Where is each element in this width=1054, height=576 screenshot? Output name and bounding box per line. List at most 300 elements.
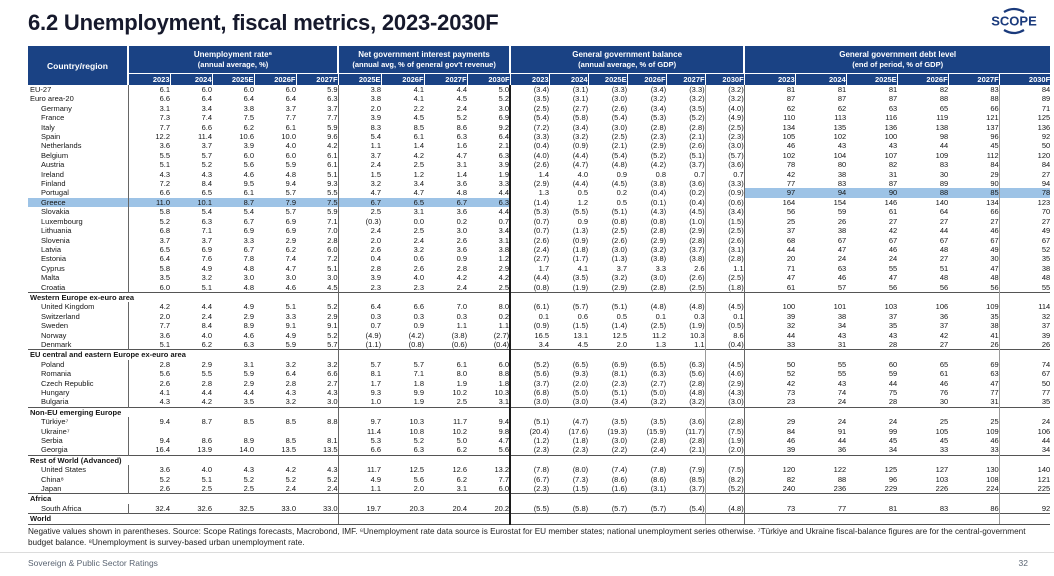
value-cell: 1.3: [655, 339, 667, 349]
year-header: 2025E: [212, 73, 254, 85]
empty-cell: [627, 455, 666, 465]
value-cell: (1.0): [689, 216, 705, 226]
row-label: United States: [41, 465, 87, 475]
value-cell: 86: [948, 504, 999, 514]
empty-cell: [795, 407, 846, 417]
value-cell: 0.9: [456, 254, 468, 264]
section-label: EU central and eastern Europe ex-euro area: [28, 350, 338, 360]
value-cell: 9.1: [285, 321, 296, 331]
value-cell: 67: [990, 235, 999, 245]
empty-cell: [948, 494, 999, 504]
year-header: 2027F: [296, 73, 338, 85]
value-cell: 2.6: [456, 235, 468, 245]
value-cell: (0.4): [510, 141, 549, 150]
value-cell: (2.8): [689, 436, 705, 446]
value-cell: 1.3: [510, 188, 549, 197]
value-cell: 2.9: [243, 311, 254, 321]
value-cell: 6.1: [327, 150, 338, 160]
value-cell: (5.1): [689, 150, 705, 160]
value-cell: 6.7: [243, 244, 254, 254]
value-cell: 9.6: [327, 132, 338, 142]
value-cell: (1.1): [338, 340, 381, 350]
value-cell: 46: [990, 436, 999, 446]
value-cell: 5.2: [285, 474, 296, 484]
value-cell: 8.8: [327, 417, 338, 427]
value-cell: 10.6: [239, 132, 254, 142]
row-label: Norway: [41, 330, 67, 340]
value-cell: 6.4: [201, 94, 212, 104]
value-cell: (4.0): [705, 104, 744, 113]
value-cell: 5.2: [498, 94, 510, 104]
value-cell: (1.6): [611, 484, 628, 494]
value-cell: 2.1: [498, 141, 510, 151]
value-cell: 121: [986, 113, 999, 123]
empty-cell: [795, 494, 846, 504]
value-cell: 4.3: [243, 465, 254, 475]
value-cell: (6.1): [510, 302, 549, 311]
value-cell: 51: [939, 263, 949, 273]
value-cell: 6.9: [243, 226, 254, 236]
value-cell: (0.6): [705, 198, 744, 207]
value-cell: 92: [999, 132, 1050, 141]
value-cell: 123: [999, 198, 1050, 207]
value-cell: 6.2: [243, 122, 254, 132]
value-cell: 48: [939, 273, 949, 283]
value-cell: 10.1: [170, 198, 212, 207]
value-cell: (2.8): [650, 436, 667, 446]
value-cell: 6.1: [285, 122, 296, 132]
value-cell: (7.5): [705, 427, 744, 436]
empty-cell: [338, 407, 381, 417]
value-cell: 3.6: [128, 465, 170, 474]
scope-logo-icon: [986, 5, 1042, 37]
value-cell: 3.2: [327, 359, 338, 369]
value-cell: 37: [888, 311, 898, 321]
value-cell: 4.2: [456, 273, 468, 283]
value-cell: 55: [999, 283, 1050, 293]
value-cell: 35: [990, 311, 999, 321]
value-cell: (1.3): [611, 254, 628, 264]
row-label: Ireland: [41, 169, 64, 179]
value-cell: 3.7: [616, 263, 628, 273]
value-cell: 6.4: [338, 302, 381, 311]
empty-cell: [588, 455, 627, 465]
value-cell: 0.3: [338, 312, 381, 321]
value-cell: (4.9): [705, 113, 744, 122]
value-cell: 5.9: [285, 339, 296, 349]
value-cell: 27: [939, 216, 949, 226]
empty-cell: [381, 292, 424, 302]
empty-cell: [705, 455, 744, 465]
value-cell: 82: [939, 85, 949, 94]
section-label: Western Europe ex-euro area: [28, 292, 338, 302]
value-cell: (5.6): [510, 369, 549, 378]
value-cell: 2.5: [201, 484, 212, 494]
value-cell: 112: [986, 150, 999, 160]
value-cell: (0.8): [611, 216, 628, 226]
value-cell: (3.2): [611, 273, 628, 283]
value-cell: 43: [837, 378, 847, 388]
value-cell: 3.0: [498, 103, 510, 113]
table-row: [28, 151, 1050, 160]
value-cell: 240: [744, 484, 795, 494]
value-cell: 16.5: [510, 331, 549, 340]
value-cell: (3.0): [705, 141, 744, 150]
empty-cell: [381, 455, 424, 465]
value-cell: 85: [948, 188, 999, 197]
value-cell: (3.3): [611, 85, 628, 94]
section-label: Africa: [28, 494, 338, 504]
value-cell: (11.7): [685, 426, 705, 436]
value-cell: 46: [888, 244, 898, 254]
value-cell: 61: [888, 207, 898, 217]
value-cell: 8.4: [201, 179, 212, 189]
empty-cell: [999, 350, 1050, 360]
value-cell: 48: [990, 273, 999, 283]
value-cell: (3.1): [650, 484, 667, 494]
value-cell: 9.1: [327, 321, 338, 331]
value-cell: 6.6: [128, 94, 170, 103]
empty-cell: [588, 494, 627, 504]
value-cell: (8.2): [705, 475, 744, 484]
value-cell: 4.0: [413, 273, 425, 283]
value-cell: 45: [990, 141, 999, 151]
value-cell: 77: [990, 388, 999, 397]
row-label: Malta: [41, 273, 60, 283]
value-cell: (2.6): [689, 141, 705, 151]
empty-cell: [795, 350, 846, 360]
value-cell: (7.8): [650, 465, 667, 475]
value-cell: 42: [744, 379, 795, 388]
value-cell: 11.2: [652, 330, 667, 340]
value-cell: 8.0: [498, 302, 510, 312]
value-cell: 11.4: [197, 132, 212, 142]
value-cell: 225: [999, 484, 1050, 494]
value-cell: 6.4: [128, 254, 170, 263]
value-cell: (2.8): [689, 122, 705, 132]
value-cell: 37: [939, 321, 949, 331]
value-cell: 56: [888, 282, 898, 292]
value-cell: (4.3): [650, 207, 667, 217]
value-cell: (2.5): [705, 226, 744, 235]
value-cell: 0.1: [510, 312, 549, 321]
year-header: 2026F: [897, 73, 948, 85]
value-cell: 67: [999, 369, 1050, 378]
value-cell: (1.8): [705, 283, 744, 293]
value-cell: (1.4): [611, 321, 628, 331]
value-cell: 27: [990, 216, 999, 226]
table-row: [28, 504, 1050, 514]
empty-cell: [510, 494, 549, 504]
value-cell: (2.1): [611, 141, 628, 151]
value-cell: 47: [744, 273, 795, 282]
value-cell: 7.1: [201, 226, 212, 236]
table-row: [28, 436, 1050, 445]
value-cell: 0.2: [616, 188, 628, 198]
value-cell: 37: [744, 226, 795, 235]
empty-cell: [999, 407, 1050, 417]
value-cell: 19.7: [338, 504, 381, 514]
empty-cell: [795, 292, 846, 302]
row-label: Croatia: [41, 282, 66, 292]
table-row: [28, 273, 1050, 282]
value-cell: 1.1: [338, 484, 381, 494]
value-cell: 49: [999, 226, 1050, 235]
value-cell: (7.9): [689, 465, 705, 475]
value-cell: 2.9: [243, 378, 254, 388]
empty-cell: [627, 292, 666, 302]
value-cell: (0.4): [705, 340, 744, 350]
value-cell: (3.8): [650, 179, 667, 189]
empty-cell: [338, 455, 381, 465]
value-cell: 4.1: [577, 263, 589, 273]
value-cell: 25: [939, 417, 949, 427]
value-cell: 2.6: [694, 263, 705, 273]
value-cell: (2.5): [510, 104, 549, 113]
table-row: [28, 312, 1050, 321]
value-cell: 1.1: [498, 321, 510, 331]
value-cell: (5.2): [689, 113, 705, 123]
value-cell: 5.1: [327, 263, 338, 273]
value-cell: 0.5: [577, 188, 589, 198]
value-cell: (3.6): [705, 160, 744, 169]
value-cell: 5.2: [413, 436, 425, 446]
empty-cell: [795, 455, 846, 465]
value-cell: 56: [744, 207, 795, 216]
value-cell: (0.4): [493, 339, 510, 349]
value-cell: 44: [837, 436, 847, 446]
value-cell: 4.2: [128, 302, 170, 311]
value-cell: 3.7: [201, 141, 212, 151]
value-cell: 4.3: [128, 170, 170, 179]
value-cell: 5.7: [285, 188, 296, 198]
value-cell: 2.4: [338, 160, 381, 169]
value-cell: (3.5): [650, 417, 667, 427]
value-cell: 46: [939, 378, 949, 388]
value-cell: 136: [884, 122, 898, 132]
value-cell: 6.1: [413, 132, 425, 142]
value-cell: 12.6: [452, 465, 468, 475]
empty-cell: [666, 455, 705, 465]
value-cell: 23: [744, 397, 795, 407]
value-cell: 46: [837, 273, 847, 283]
value-cell: 4.5: [413, 113, 425, 123]
empty-cell: [897, 350, 948, 360]
empty-cell: [627, 350, 666, 360]
value-cell: (2.8): [689, 235, 705, 245]
value-cell: 39: [999, 331, 1050, 340]
row-label: Lithuania: [41, 226, 72, 236]
value-cell: 5.6: [498, 445, 510, 455]
row-label: Romania: [41, 369, 72, 379]
value-cell: 6.0: [327, 244, 338, 254]
value-cell: 8.7: [201, 417, 212, 427]
row-label: Poland: [41, 359, 65, 369]
value-cell: 7.3: [128, 113, 170, 122]
value-cell: 35: [888, 321, 898, 331]
value-cell: 1.4: [413, 141, 425, 151]
value-cell: 39: [744, 312, 795, 321]
value-cell: 7.5: [243, 113, 254, 123]
value-cell: (5.8): [549, 504, 588, 514]
value-cell: 3.1: [413, 207, 425, 217]
value-cell: 5.1: [128, 340, 170, 350]
value-cell: 20.3: [381, 504, 424, 514]
value-cell: 42: [939, 330, 949, 340]
empty-cell: [999, 292, 1050, 302]
value-cell: (3.0): [611, 94, 628, 104]
value-cell: 6.3: [413, 445, 425, 455]
row-label: Netherlands: [41, 141, 82, 151]
value-cell: 4.3: [327, 465, 338, 475]
value-cell: 3.1: [498, 397, 510, 407]
empty-cell: [549, 514, 588, 524]
value-cell: 3.5: [128, 273, 170, 282]
value-cell: 1.2: [498, 254, 510, 264]
empty-cell: [846, 292, 897, 302]
empty-cell: [381, 350, 424, 360]
value-cell: 39: [744, 445, 795, 455]
value-cell: (2.3): [705, 132, 744, 141]
value-cell: 5.2: [456, 113, 468, 123]
value-cell: 26: [999, 340, 1050, 350]
empty-cell: [424, 407, 467, 417]
value-cell: 1.2: [413, 169, 425, 179]
value-cell: (3.6): [689, 417, 705, 427]
table-row: [28, 236, 1050, 245]
value-cell: 38: [999, 264, 1050, 273]
year-header: 2024: [170, 73, 212, 85]
table-row: [28, 94, 1050, 103]
value-cell: 47: [888, 273, 898, 283]
value-cell: 6.0: [498, 359, 510, 369]
footer-divider: [0, 552, 1054, 553]
value-cell: [170, 427, 212, 436]
value-cell: 6.2: [456, 445, 468, 455]
value-cell: 3.8: [243, 103, 254, 113]
value-cell: (5.8): [572, 113, 589, 123]
value-cell: 89: [999, 94, 1050, 103]
value-cell: 3.7: [285, 103, 296, 113]
value-cell: 5.9: [327, 85, 338, 94]
value-cell: 5.5: [201, 369, 212, 379]
empty-cell: [897, 455, 948, 465]
value-cell: (3.0): [611, 122, 628, 132]
value-cell: 34: [837, 321, 847, 331]
value-cell: 67: [888, 235, 898, 245]
value-cell: 134: [744, 123, 795, 132]
value-cell: 5.7: [413, 359, 425, 369]
value-cell: 2.3: [338, 283, 381, 293]
value-cell: (2.4): [650, 445, 667, 455]
value-cell: 0.8: [655, 169, 667, 179]
value-cell: 24: [888, 417, 898, 427]
value-cell: 49: [990, 244, 999, 254]
empty-cell: [846, 407, 897, 417]
value-cell: 5.4: [338, 132, 381, 141]
value-cell: (0.3): [338, 217, 381, 226]
empty-cell: [467, 514, 510, 524]
value-cell: (2.9): [705, 379, 744, 388]
value-cell: 107: [884, 150, 898, 160]
value-cell: 67: [999, 236, 1050, 245]
value-cell: 24: [837, 417, 847, 427]
value-cell: 2.8: [456, 263, 468, 273]
value-cell: 59: [837, 207, 847, 217]
table-row: [28, 360, 1050, 369]
value-cell: (5.0): [650, 388, 667, 397]
value-cell: 6.9: [201, 244, 212, 254]
value-cell: 20: [744, 254, 795, 263]
value-cell: 5.2: [243, 474, 254, 484]
value-cell: 5.2: [327, 302, 338, 312]
value-cell: 4.2: [327, 141, 338, 151]
value-cell: 3.2: [285, 359, 296, 369]
value-cell: 4.9: [338, 475, 381, 484]
value-cell: 4.8: [243, 282, 254, 292]
value-cell: 0.7: [705, 170, 744, 179]
value-cell: 63: [990, 369, 999, 379]
empty-cell: [549, 350, 588, 360]
value-cell: 4.8: [456, 188, 468, 198]
value-cell: 28: [888, 339, 898, 349]
value-cell: 2.6: [128, 484, 170, 494]
value-cell: 3.3: [243, 235, 254, 245]
value-cell: (1.4): [510, 198, 549, 207]
value-cell: [254, 427, 296, 436]
value-cell: (1.5): [705, 217, 744, 226]
value-cell: 109: [935, 150, 949, 160]
value-cell: 5.9: [243, 369, 254, 379]
value-cell: 135: [833, 122, 847, 132]
value-cell: 46: [744, 141, 795, 150]
value-cell: 48: [939, 244, 949, 254]
empty-cell: [897, 292, 948, 302]
value-cell: (2.4): [510, 245, 549, 254]
value-cell: 3.6: [128, 141, 170, 150]
value-cell: (2.8): [689, 378, 705, 388]
row-label: Japan: [41, 484, 62, 494]
value-cell: 50: [744, 360, 795, 369]
value-cell: 44: [939, 226, 949, 236]
value-cell: 6.3: [327, 94, 338, 104]
value-cell: 7.1: [327, 216, 338, 226]
value-cell: 83: [939, 160, 949, 170]
value-cell: (4.2): [650, 160, 667, 170]
value-cell: 120: [999, 151, 1050, 160]
value-cell: 4.6: [285, 282, 296, 292]
value-cell: 56: [939, 282, 949, 292]
value-cell: 45: [888, 436, 898, 446]
value-cell: 77: [744, 179, 795, 188]
value-cell: 4.2: [413, 150, 425, 160]
table-row: [28, 188, 1050, 197]
empty-cell: [510, 292, 549, 302]
value-cell: 38: [837, 169, 847, 179]
value-cell: 4.4: [201, 302, 212, 312]
value-cell: 55: [837, 359, 847, 369]
value-cell: 8.7: [212, 198, 254, 207]
table-row: [28, 369, 1050, 378]
value-cell: 3.1: [243, 359, 254, 369]
value-cell: 7.1: [413, 369, 425, 379]
value-cell: 4.9: [243, 302, 254, 312]
row-label: Spain: [41, 132, 61, 142]
empty-cell: [424, 514, 467, 524]
value-cell: (2.6): [510, 236, 549, 245]
empty-cell: [424, 455, 467, 465]
value-cell: 8.5: [243, 417, 254, 427]
